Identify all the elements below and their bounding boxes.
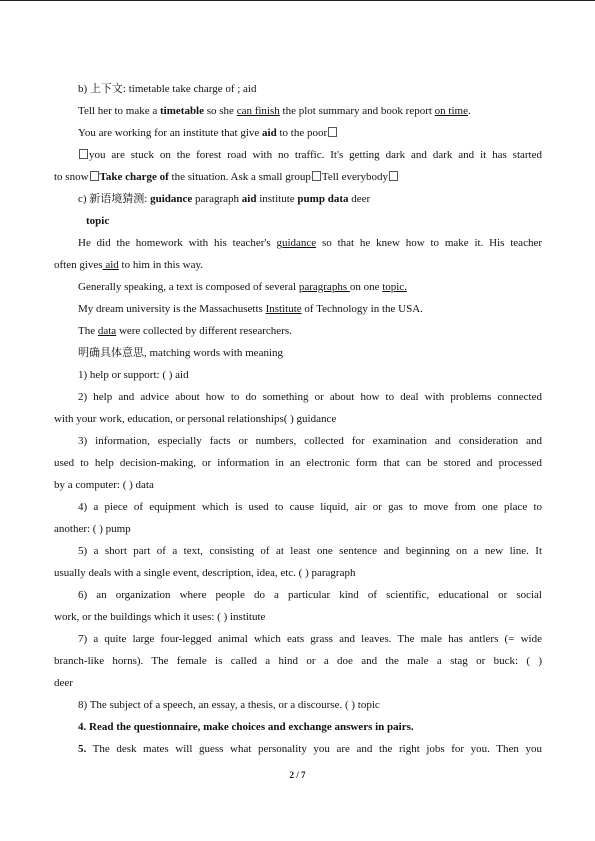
missing-glyph-box (90, 171, 99, 181)
matching-item-8: 8) The subject of a speech, an essay, a thesis, or a discourse. ( ) topic (78, 699, 380, 711)
missing-glyph-box (79, 149, 88, 159)
line-guidance-example (54, 232, 542, 254)
text-segment: to the poor (276, 127, 328, 139)
line-paragraph-example (54, 276, 542, 298)
matching-item-6: 6) an organization where people do a particular kind of scientific, educational or social (78, 589, 542, 601)
text-segment: timetable (160, 105, 204, 117)
missing-glyph-box (389, 171, 398, 181)
line-aid-example-2 (54, 254, 542, 276)
text-segment: pump (297, 193, 325, 205)
text-segment: Tell her to make a (78, 105, 161, 117)
line-data-example (54, 320, 542, 342)
text-segment: of Technology in the USA. (301, 303, 423, 315)
matching-item-4: 4) a piece of equipment which is used to cause liquid, air or gas to move from one place to (78, 501, 542, 513)
line-institute-example (54, 298, 542, 320)
text-segment: He did the homework with his teacher's (78, 237, 277, 249)
missing-glyph-box (328, 127, 337, 137)
text-segment: topic. (382, 281, 407, 293)
line-stuck-text: you are stuck on the forest road with no traffic. It's getting dark and dark and it has started (89, 149, 542, 161)
text-segment: topic (86, 215, 110, 227)
matching-item-2: 2) help and advice about how to do something or about how to deal with problems connected (78, 391, 542, 403)
text-segment: can finish (236, 105, 280, 117)
matching-item-3-cont: used to help decision-making, or information in an electronic form that can be stored and processed (54, 457, 542, 469)
matching-item-7-cont-2: deer (54, 677, 73, 689)
text-segment: Tell everybody (321, 171, 388, 183)
text-segment: aid (102, 259, 119, 271)
line-aid-example (54, 122, 542, 144)
matching-item-1: 1) help or support: ( ) aid (78, 369, 189, 381)
text-segment: paragraph (192, 193, 242, 205)
text-segment: aid (241, 193, 257, 205)
text-segment: Generally speaking, a text is composed of several (78, 281, 299, 293)
text-segment: institute (256, 193, 298, 205)
line-context-words: b) 上下文: timetable take charge of ; aid (78, 83, 257, 95)
text-segment: aid (262, 127, 277, 139)
text-segment: The (78, 325, 98, 337)
line-take-charge-example (54, 166, 542, 188)
text-segment: to him in this way. (118, 259, 204, 271)
text-segment: deer (348, 193, 371, 205)
text-segment: on time (434, 105, 468, 117)
top-rule (0, 0, 595, 1)
matching-item-5-cont: usually deals with a single event, description, idea, etc. ( ) paragraph (54, 567, 356, 579)
matching-item-3: 3) information, especially facts or numbers, collected for examination and consideration and (78, 435, 542, 447)
text-segment: 5. (78, 743, 87, 755)
text-segment: guidance (150, 193, 193, 205)
matching-item-6-cont: work, or the buildings which it uses: ( ) institute (54, 611, 266, 623)
text-segment: the situation. Ask a small group (168, 171, 311, 183)
line-topic-word (54, 210, 542, 232)
matching-item-3-cont-2: by a computer: ( ) data (54, 479, 154, 491)
text-segment: c) 新语境猜测: (78, 193, 151, 205)
page-number: 2 / 7 (289, 770, 306, 780)
matching-item-7: 7) a quite large four-legged animal which eats grass and leaves. The male has antlers (= wide (78, 633, 542, 645)
text-segment: to snow (54, 171, 89, 183)
line-new-context-words (54, 188, 542, 210)
line-matching-heading: 明确具体意思, matching words with meaning (78, 347, 284, 359)
text-segment: My dream university is the Massachusetts (78, 303, 266, 315)
matching-item-5: 5) a short part of a text, consisting of at least one sentence and beginning on a new line. It (78, 545, 542, 557)
missing-glyph-box (312, 171, 321, 181)
line-stuck-example (54, 144, 542, 166)
text-segment: You are working for an institute that give (78, 127, 263, 139)
text-segment: guidance (276, 237, 317, 249)
text-segment: on one (349, 281, 383, 293)
matching-item-4-cont: another: ( ) pump (54, 523, 131, 535)
matching-item-7-cont: branch-like horns). The female is called a hind or a doe and the male a stag or buck: ( ) (54, 655, 542, 667)
text-segment: The desk mates will guess what personality you are and the right jobs for you. Then you (86, 743, 542, 755)
task-5-heading (54, 738, 542, 760)
task-4-heading (54, 716, 542, 738)
text-segment: so that he knew how to make it. His teacher (316, 237, 542, 249)
line-timetable-example (54, 100, 542, 122)
text-segment: data (327, 193, 349, 205)
text-segment: data (97, 325, 117, 337)
matching-item-2-cont: with your work, education, or personal relationships( ) guidance (54, 413, 337, 425)
text-segment: often gives (54, 259, 103, 271)
text-segment: Take charge of (99, 171, 169, 183)
text-segment: . (467, 105, 471, 117)
text-segment: paragraphs (298, 281, 350, 293)
text-segment: so she (204, 105, 237, 117)
text-segment: 4. Read the questionnaire, make choices and exchange answers in pairs. (78, 721, 414, 733)
text-segment: were collected by different researchers. (116, 325, 292, 337)
text-segment: Institute (265, 303, 302, 315)
text-segment: the plot summary and book report (279, 105, 435, 117)
document-body (54, 78, 542, 760)
